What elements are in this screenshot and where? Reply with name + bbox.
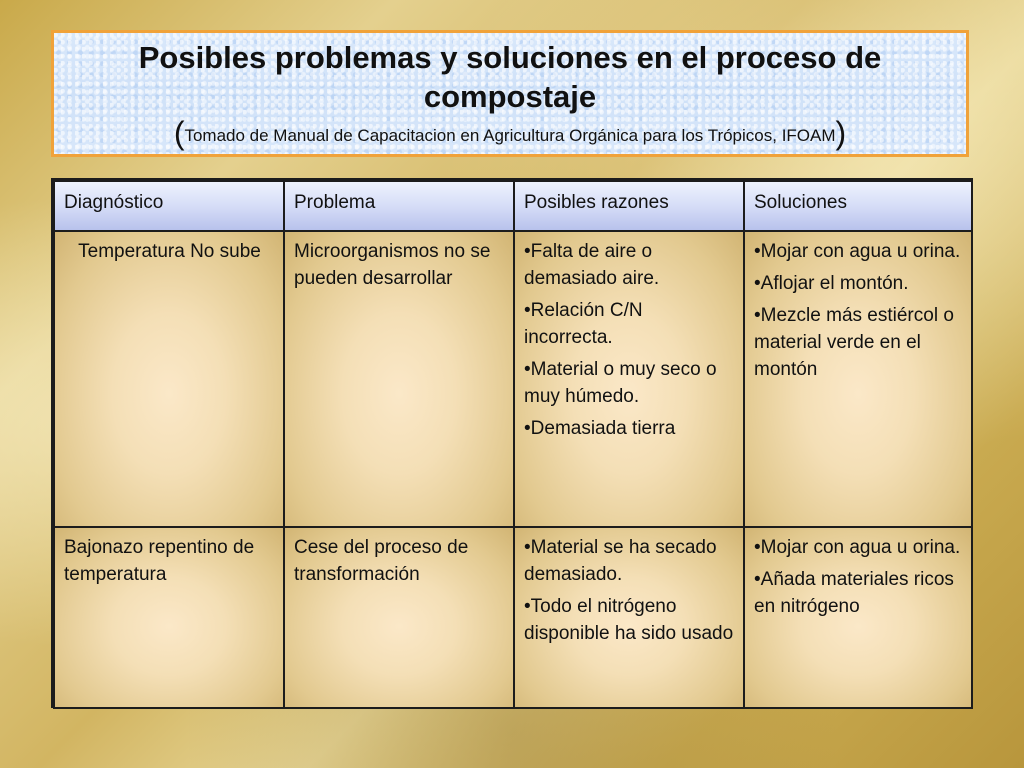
cell-soluciones xyxy=(744,527,972,708)
list-item: •Añada materiales ricos en nitrógeno xyxy=(754,569,954,617)
cell-razones xyxy=(514,527,744,708)
cell-problema: Cese del proceso de transformación xyxy=(284,527,514,708)
problems-table xyxy=(51,178,973,708)
list-item: •Mojar con agua u orina. xyxy=(754,241,961,262)
list-item: •Mezcle más estiércol o material verde en el montón xyxy=(754,305,954,380)
source-citation xyxy=(54,115,966,151)
cell-diagnostico: Bajonazo repentino de temperatura xyxy=(54,527,284,708)
cell-diagnostico: Temperatura No sube xyxy=(54,231,284,527)
table xyxy=(53,180,973,709)
title-box xyxy=(51,30,969,157)
table-row xyxy=(54,231,972,527)
list-item: •Mojar con agua u orina. xyxy=(754,537,961,558)
open-paren: ( xyxy=(173,115,185,151)
header-problema: Problema xyxy=(284,181,514,231)
list-item: •Material o muy seco o muy húmedo. xyxy=(524,359,717,407)
list-item: •Demasiada tierra xyxy=(524,418,676,439)
list-item: •Relación C/N incorrecta. xyxy=(524,300,643,348)
slide-title: Posibles problemas y soluciones en el proceso de compostaje xyxy=(138,40,882,114)
list-item: •Material se ha secado demasiado. xyxy=(524,537,717,585)
header-razones: Posibles razones xyxy=(514,181,744,231)
table-row xyxy=(54,527,972,708)
source-text: Tomado de Manual de Capacitacion en Agricultura Orgánica para los Trópicos, IFOAM xyxy=(184,126,836,145)
list-item: •Aflojar el montón. xyxy=(754,273,909,294)
header-soluciones: Soluciones xyxy=(744,181,972,231)
cell-razones xyxy=(514,231,744,527)
cell-problema: Microorganismos no se pueden desarrollar xyxy=(284,231,514,527)
close-paren: ) xyxy=(835,115,847,151)
header-diagnostico: Diagnóstico xyxy=(54,181,284,231)
header-row xyxy=(54,181,972,231)
list-item: •Todo el nitrógeno disponible ha sido usado xyxy=(524,596,734,644)
list-item: •Falta de aire o demasiado aire. xyxy=(524,241,660,289)
cell-soluciones xyxy=(744,231,972,527)
